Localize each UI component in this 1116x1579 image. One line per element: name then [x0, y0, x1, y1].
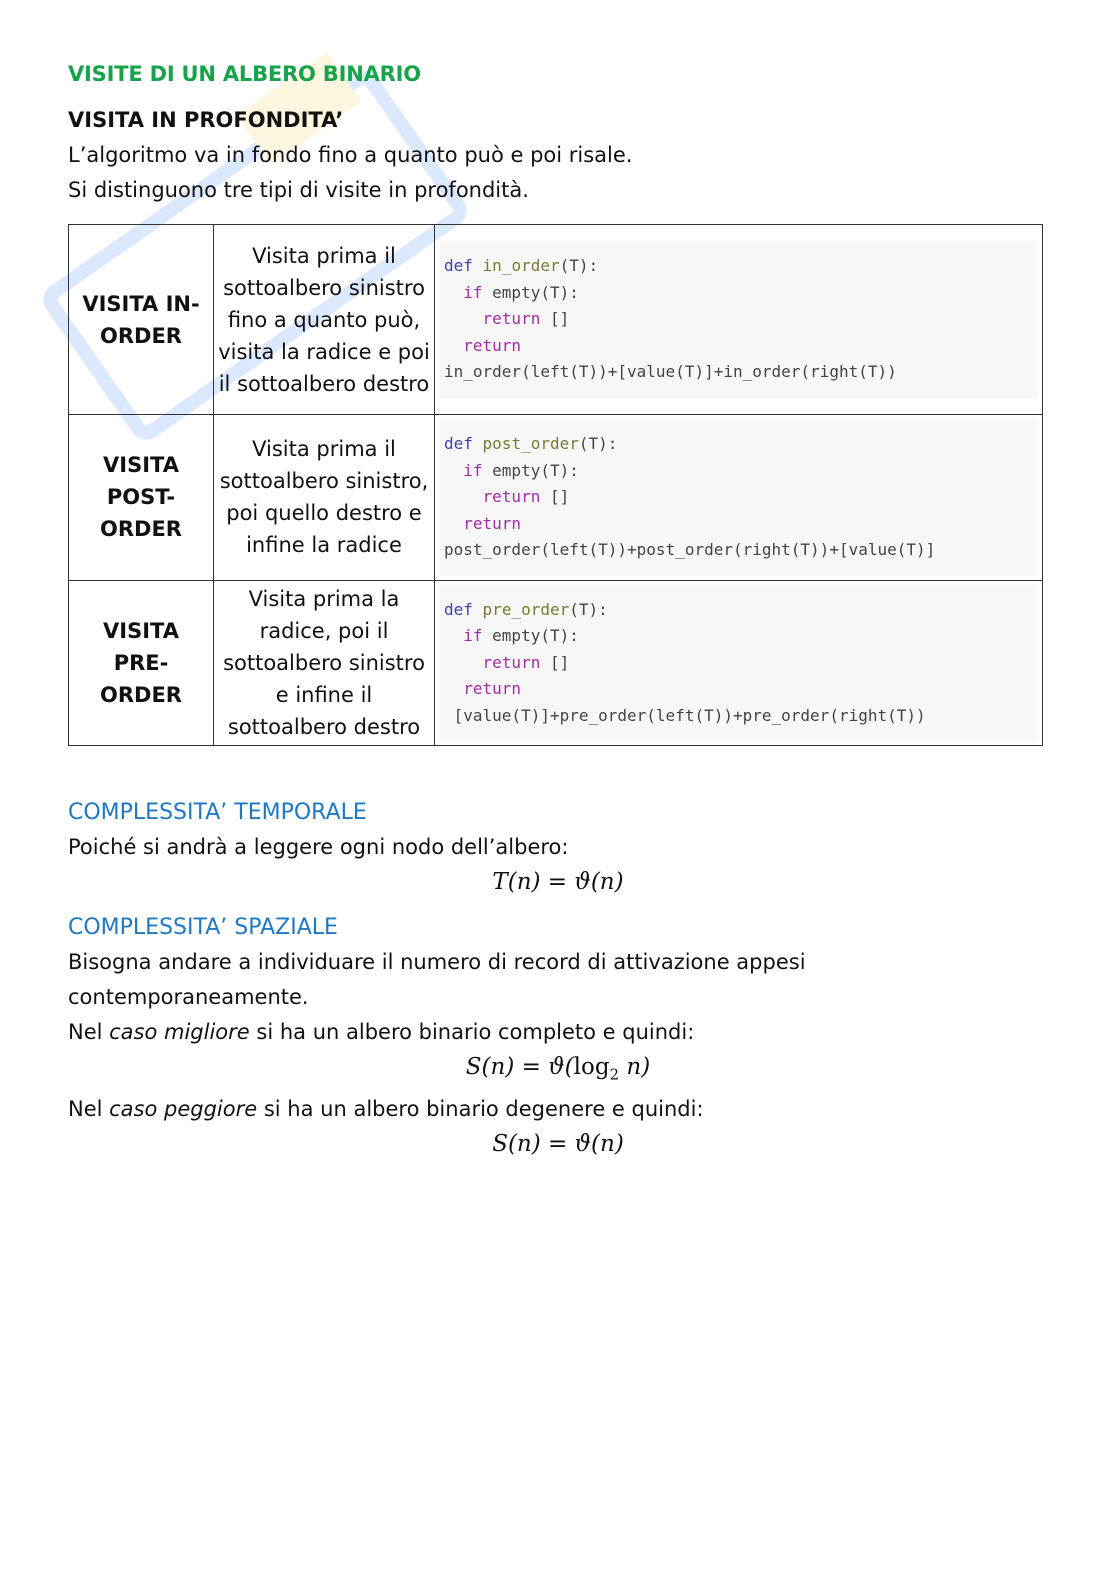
intro-line-2: Si distinguono tre tipi di visite in profondità.: [68, 178, 529, 202]
code-block: def post_order(T): if empty(T): return [] return post_order(left(T))+post_order(right(T))+[value(T)]: [440, 419, 1037, 576]
visit-description: Visita prima il sottoalbero sinistro fino a quanto può, visita la radice e poi il sottoalbero destro: [214, 225, 435, 415]
worst-case-formula: S(n) = ϑ(n): [492, 1130, 624, 1157]
visit-code: [435, 580, 1043, 746]
visit-name: VISITA POST-ORDER: [69, 415, 214, 581]
best-case-text: Nel caso migliore si ha un albero binario completo e quindi:: [68, 1020, 695, 1044]
visit-row: [69, 225, 1043, 415]
visit-name: VISITA PRE-ORDER: [69, 580, 214, 746]
visit-code: [435, 225, 1043, 415]
visit-name: VISITA IN-ORDER: [69, 225, 214, 415]
spatial-heading: COMPLESSITA’ SPAZIALE: [68, 915, 338, 940]
visit-description: Visita prima la radice, poi il sottoalbero sinistro e infine il sottoalbero destro: [214, 580, 435, 746]
code-block: def in_order(T): if empty(T): return [] return in_order(left(T))+[value(T)]+in_order(right(T)): [440, 241, 1037, 398]
visit-row: [69, 415, 1043, 581]
code-block: def pre_order(T): if empty(T): return [] return [value(T)]+pre_order(left(T))+pre_order(right(T)): [440, 585, 1037, 742]
section-heading: VISITA IN PROFONDITA’: [68, 108, 344, 132]
intro-line-1: L’algoritmo va in fondo fino a quanto può e poi risale.: [68, 143, 633, 167]
spatial-text-1: Bisogna andare a individuare il numero di record di attivazione appesi: [68, 950, 806, 974]
visit-code: [435, 415, 1043, 581]
visit-description: Visita prima il sottoalbero sinistro, poi quello destro e infine la radice: [214, 415, 435, 581]
visits-table: [68, 224, 1043, 746]
temporal-formula: T(n) = ϑ(n): [492, 869, 624, 895]
best-case-formula: $S(n) = ϑ(\log_2$ n): [465, 1054, 651, 1084]
worst-case-text: Nel caso peggiore si ha un albero binario degenere e quindi:: [68, 1096, 704, 1121]
temporal-heading: COMPLESSITA’ TEMPORALE: [68, 800, 367, 825]
page-title: VISITE DI UN ALBERO BINARIO: [68, 62, 421, 86]
temporal-text: Poiché si andrà a leggere ogni nodo dell’albero:: [68, 835, 569, 859]
spatial-text-2: contemporaneamente.: [68, 985, 309, 1009]
visit-row: [69, 580, 1043, 746]
